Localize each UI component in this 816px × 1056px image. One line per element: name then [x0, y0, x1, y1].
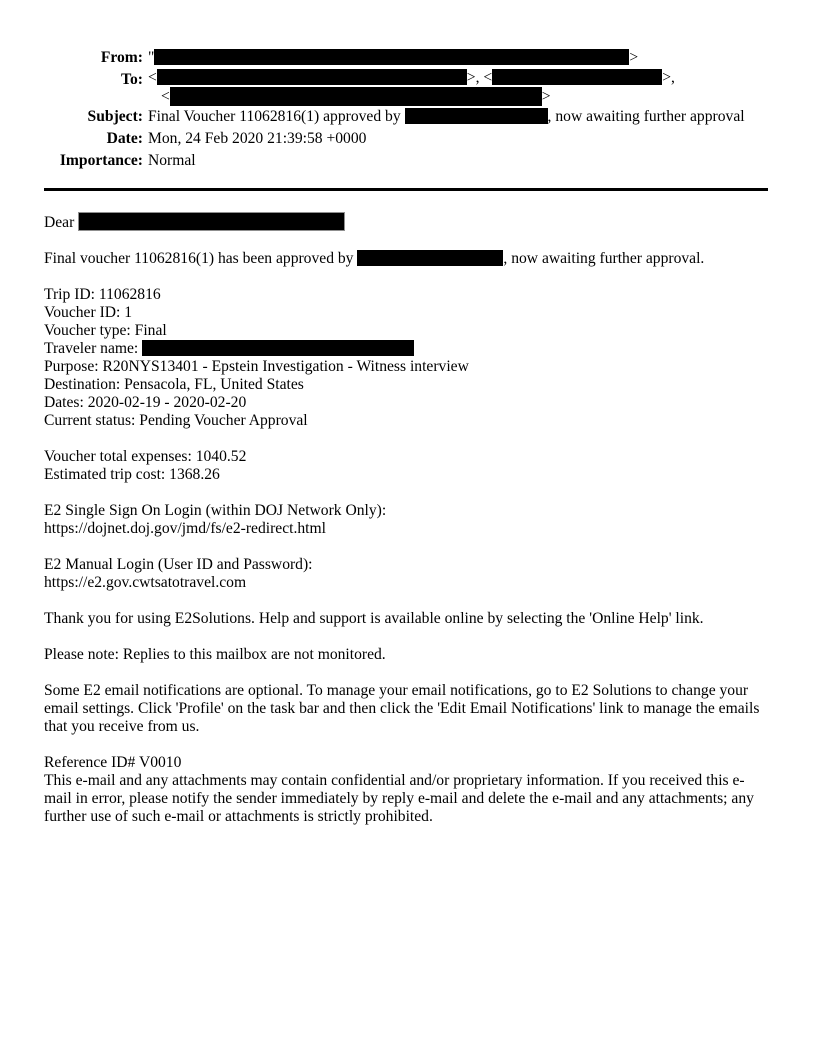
subject-label: Subject:	[87, 108, 143, 125]
header-row-from	[44, 47, 768, 69]
salutation-text: Dear	[44, 214, 79, 231]
thanks-paragraph: Thank you for using E2Solutions. Help and support is available online by selecting the 'Online Help' link.	[44, 610, 704, 627]
date-value: Mon, 24 Feb 2020 21:39:58 +0000	[148, 130, 367, 147]
importance-label: Importance:	[59, 152, 143, 169]
redaction-bar-traveler-name	[142, 340, 414, 356]
redaction-bar-subject-approver	[405, 108, 548, 124]
from-label: From:	[100, 49, 143, 66]
subject-text-before: Final Voucher 11062816(1) approved by	[148, 108, 405, 125]
email-body	[44, 212, 768, 826]
redaction-bar-approver-name	[357, 250, 503, 266]
header-row-to	[44, 69, 768, 106]
salutation-line	[44, 212, 768, 232]
manual-login-block	[44, 556, 768, 592]
email-header	[44, 0, 768, 172]
header-row-date	[44, 128, 768, 150]
to-line-2	[161, 87, 675, 106]
sso-login-url: https://dojnet.doj.gov/jmd/fs/e2-redirect.html	[44, 520, 326, 537]
voucher-type-line: Voucher type: Final	[44, 322, 167, 339]
sso-login-title: E2 Single Sign On Login (within DOJ Network Only):	[44, 502, 387, 519]
header-row-importance	[44, 150, 768, 172]
reference-id-line: Reference ID# V0010	[44, 754, 182, 771]
approval-text-before: Final voucher 11062816(1) has been approved by	[44, 250, 358, 267]
sso-login-block	[44, 502, 768, 538]
traveler-name-line	[44, 340, 768, 358]
voucher-id-line: Voucher ID: 1	[44, 304, 133, 321]
from-value	[143, 47, 638, 69]
to-end-bracket-2: >	[541, 88, 551, 105]
from-open-quote: "	[148, 49, 155, 66]
current-status-line: Current status: Pending Voucher Approval	[44, 412, 308, 429]
approval-text-after: , now awaiting further approval.	[503, 250, 705, 267]
redaction-bar-recipient-name	[78, 212, 345, 231]
to-end-bracket-1: >,	[662, 69, 675, 86]
approval-line	[44, 250, 768, 268]
trip-id-line: Trip ID: 11062816	[44, 286, 161, 303]
to-separator-1: >, <	[466, 69, 493, 86]
subject-value	[143, 106, 745, 128]
to-value	[143, 69, 675, 106]
manual-login-title: E2 Manual Login (User ID and Password):	[44, 556, 313, 573]
header-row-subject	[44, 106, 768, 128]
header-body-divider	[44, 188, 768, 191]
disclaimer-text: This e-mail and any attachments may contain confidential and/or proprietary information. If you received this e-mail in error, please notify the sender immediately by reply e-mail and delete the e-mail and any attachments; any further use of such e-mail or attachments is strictly prohibited.	[44, 772, 754, 825]
importance-value: Normal	[148, 152, 196, 169]
footer-block	[44, 754, 768, 826]
manual-login-url: https://e2.gov.cwtsatotravel.com	[44, 574, 247, 591]
redaction-bar-to-address-2	[492, 69, 662, 85]
trip-details-block	[44, 286, 768, 430]
cost-block	[44, 448, 768, 484]
redaction-bar-to-address-3	[170, 87, 542, 106]
notifications-paragraph: Some E2 email notifications are optional. To manage your email notifications, go to E2 Solutions to change your email settings. Click 'Profile' on the task bar and then click the 'Edit Email Notifications' link to manage the emails that you receive from us.	[44, 682, 760, 735]
purpose-line: Purpose: R20NYS13401 - Epstein Investigation - Witness interview	[44, 358, 469, 375]
note-paragraph: Please note: Replies to this mailbox are not monitored.	[44, 646, 386, 663]
traveler-name-label: Traveler name:	[44, 340, 143, 357]
dates-line: Dates: 2020-02-19 - 2020-02-20	[44, 394, 247, 411]
to-line-1	[148, 69, 675, 87]
subject-text-after: , now awaiting further approval	[547, 108, 745, 125]
to-open-bracket-1: <	[148, 69, 157, 86]
redaction-bar-from-address	[154, 49, 629, 65]
redaction-bar-to-address-1	[157, 69, 467, 85]
from-close-bracket: >	[629, 49, 639, 66]
to-label: To:	[121, 71, 143, 88]
estimated-cost-line: Estimated trip cost: 1368.26	[44, 466, 220, 483]
date-label: Date:	[106, 130, 143, 147]
to-open-bracket-2: <	[161, 88, 170, 105]
destination-line: Destination: Pensacola, FL, United States	[44, 376, 304, 393]
voucher-total-line: Voucher total expenses: 1040.52	[44, 448, 247, 465]
